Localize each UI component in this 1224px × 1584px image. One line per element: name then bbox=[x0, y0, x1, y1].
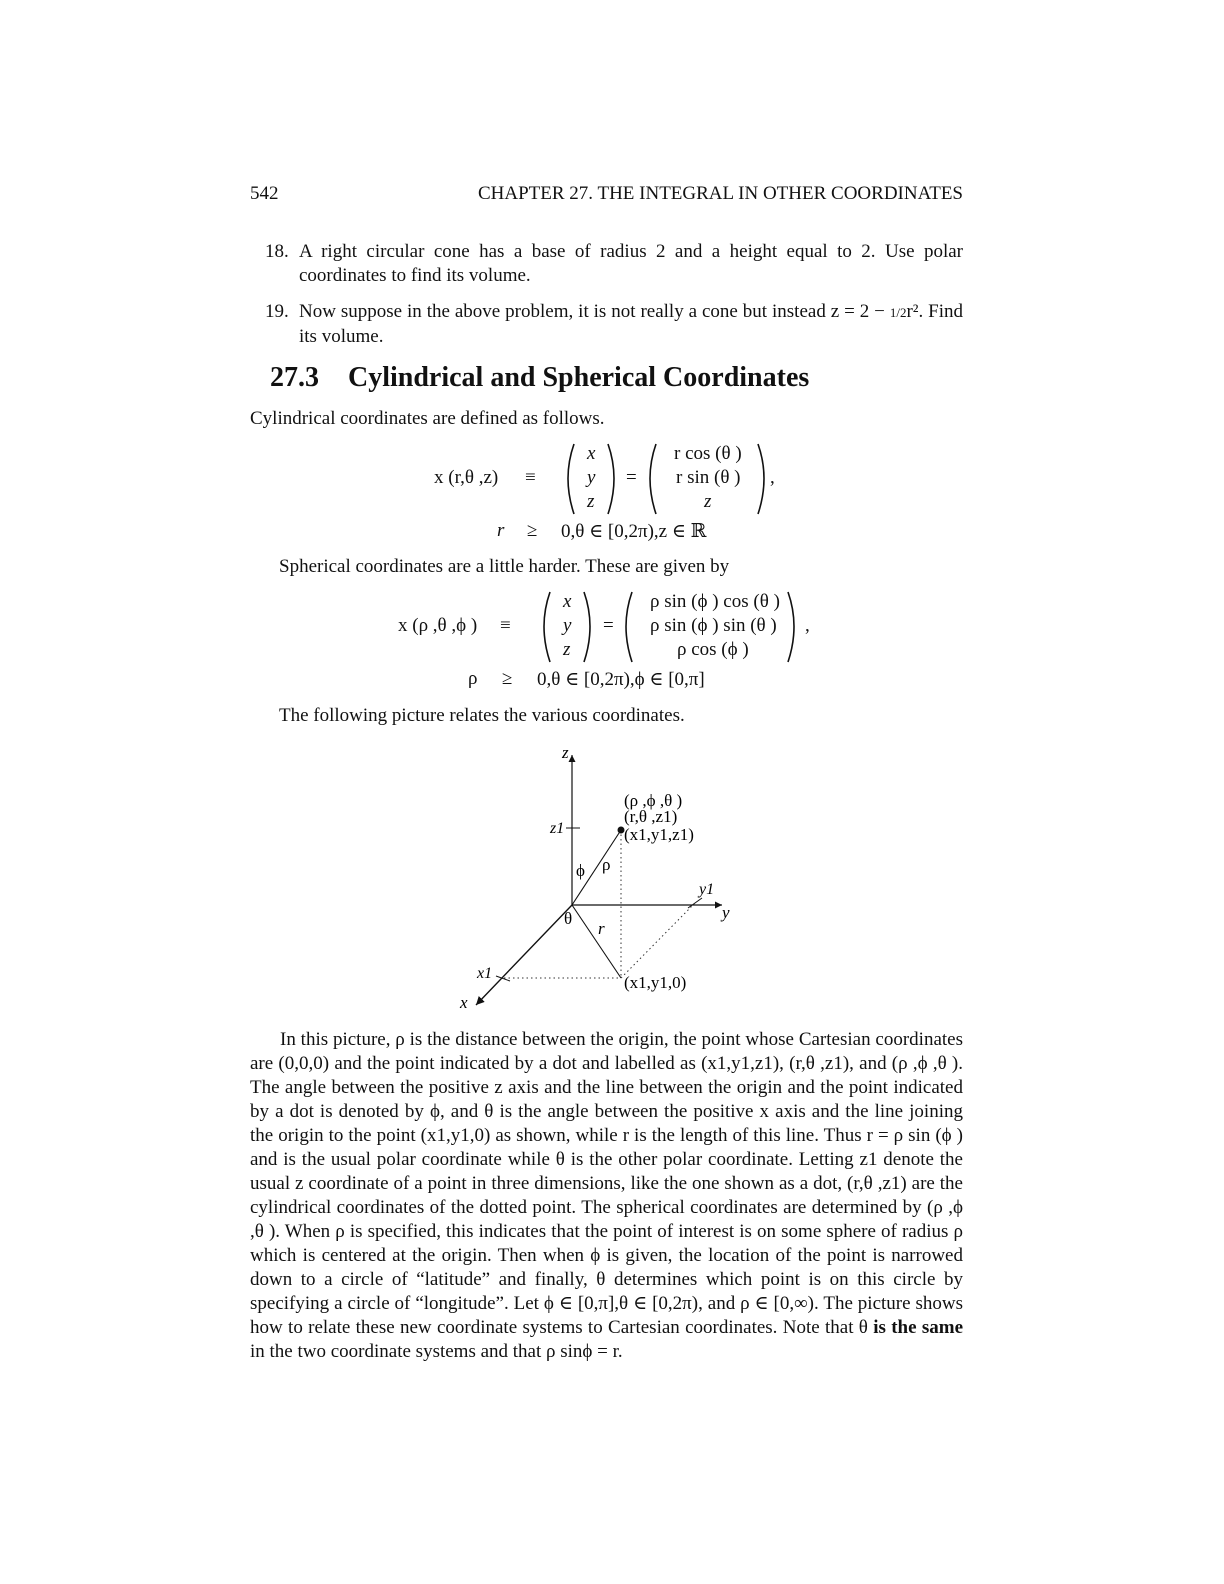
phi-label: ϕ bbox=[576, 861, 585, 880]
cyl-equiv: ≡ bbox=[525, 467, 536, 488]
sph-cond-op: ≥ bbox=[502, 668, 513, 689]
theta-label: θ bbox=[564, 909, 573, 928]
page-number: 542 bbox=[250, 183, 279, 204]
body-paragraph bbox=[250, 1028, 963, 1364]
y-label: y bbox=[722, 903, 730, 922]
cyl-vec-z: z bbox=[587, 491, 595, 512]
sph-rhs-x: ρ sin (ϕ ) cos (θ ) bbox=[650, 591, 780, 612]
sph-vec-y: y bbox=[563, 615, 572, 636]
cylindrical-label: (r,θ ,z1) bbox=[624, 807, 678, 826]
x1-label: x1 bbox=[477, 965, 493, 982]
cyl-cond-rhs: 0,θ ∈ [0,2π),z ∈ ℝ bbox=[561, 521, 707, 542]
x-label: x bbox=[460, 993, 468, 1012]
cyl-cond-op: ≥ bbox=[527, 520, 538, 541]
r-label: r bbox=[598, 919, 605, 938]
z1-label: z1 bbox=[550, 820, 565, 837]
cyl-comma: , bbox=[770, 467, 775, 488]
sph-rhs-y: ρ sin (ϕ ) sin (θ ) bbox=[650, 615, 777, 636]
sph-vec-z: z bbox=[563, 639, 571, 660]
exercise-number: 18. bbox=[265, 241, 289, 262]
z-label: z bbox=[562, 743, 569, 762]
coordinate-diagram bbox=[440, 740, 760, 1020]
intro-spherical: Spherical coordinates are a little harder. These are given by bbox=[279, 556, 730, 577]
cyl-rhs-z: z bbox=[704, 491, 712, 512]
cyl-rhs-x: r cos (θ ) bbox=[674, 443, 742, 464]
sph-lhs: x (ρ ,θ ,ϕ ) bbox=[398, 615, 478, 636]
section-title: Cylindrical and Spherical Coordinates bbox=[348, 362, 810, 393]
y1-label: y1 bbox=[699, 881, 715, 898]
exercise-text bbox=[299, 300, 963, 349]
sph-eq-sign: = bbox=[603, 615, 614, 636]
exercise-19 bbox=[265, 300, 963, 349]
rho-label: ρ bbox=[602, 855, 611, 874]
body-bold: is the same bbox=[873, 1317, 964, 1338]
exercise-text-after: r². Find its volume. bbox=[299, 301, 964, 347]
sph-equiv: ≡ bbox=[500, 615, 511, 636]
cyl-vec-y: y bbox=[587, 467, 596, 488]
intro-picture: The following picture relates the various coordinates. bbox=[279, 705, 685, 726]
page-header bbox=[250, 183, 963, 209]
cyl-rhs-y: r sin (θ ) bbox=[676, 467, 741, 488]
cyl-cond-lhs: r bbox=[497, 520, 505, 541]
y1-dotted bbox=[621, 903, 695, 978]
cyl-eq-sign: = bbox=[626, 467, 637, 488]
sph-cond-rhs: 0,θ ∈ [0,2π),ϕ ∈ [0,π] bbox=[537, 669, 705, 690]
section-number: 27.3 bbox=[270, 362, 319, 393]
exercise-text: A right circular cone has a base of radius 2 and a height equal to 2. Use polar coordinates to find its volume. bbox=[299, 241, 963, 286]
r-line bbox=[572, 905, 621, 978]
exercise-18 bbox=[265, 240, 963, 288]
body-text: In this picture, ρ is the distance between the origin, the point whose Cartesian coordinates are (0,0,0) and the point indicated by a dot and labelled as (x1,y1,z1), (r,θ ,z1), and (ρ ,ϕ ,θ ). The angle between the positive z axis and the line between the origin and the point indicated by a dot is denoted by ϕ, and θ is the angle between the positive x axis and the line joining the origin to the point (x1,y1,0) as shown, while r is the length of this line. Thus r = ρ sin (ϕ ) and is the usual polar coordinate while θ is the other polar coordinate. Letting z1 denote the usual z coordinate of a point in three dimensions, like the one shown as a dot, (r,θ ,z1) are the cylindrical coordinates of the dotted point. The spherical coordinates are determined by (ρ ,ϕ ,θ ). When ρ is specified, this indicates that the point of interest is on some sphere of radius ρ which is centered at the origin. Then when ϕ is given, the location of the point is narrowed down to a circle of “latitude” and finally, θ determines which point is on this circle by specifying a circle of “longitude”. Let ϕ ∈ [0,π],θ ∈ [0,2π), and ρ ∈ [0,∞). The picture shows how to relate these new coordinate systems to Cartesian coordinates. Note that θ bbox=[250, 1029, 963, 1338]
cartesian-label: (x1,y1,z1) bbox=[624, 825, 694, 844]
sph-vec-x: x bbox=[563, 591, 572, 612]
exercise-text-before: Now suppose in the above problem, it is not really a cone but instead z = 2 − bbox=[299, 301, 890, 322]
cyl-lhs: x (r,θ ,z) bbox=[434, 467, 499, 488]
section-heading bbox=[270, 362, 809, 394]
sph-cond-lhs: ρ bbox=[468, 668, 478, 689]
exercise-number: 19. bbox=[265, 301, 289, 322]
projection-label: (x1,y1,0) bbox=[624, 973, 687, 992]
fraction: 1/2 bbox=[889, 305, 907, 320]
sph-rhs-z: ρ cos (ϕ ) bbox=[677, 639, 749, 660]
intro-cylindrical: Cylindrical coordinates are defined as follows. bbox=[250, 408, 605, 429]
spherical-label: (ρ ,ϕ ,θ ) bbox=[624, 791, 683, 810]
sph-comma: , bbox=[805, 615, 810, 636]
x-axis bbox=[476, 905, 572, 1005]
body-end: in the two coordinate systems and that ρ sinϕ = r. bbox=[250, 1341, 623, 1362]
cyl-vec-x: x bbox=[587, 443, 596, 464]
chapter-title: CHAPTER 27. THE INTEGRAL IN OTHER COORDINATES bbox=[477, 183, 963, 204]
